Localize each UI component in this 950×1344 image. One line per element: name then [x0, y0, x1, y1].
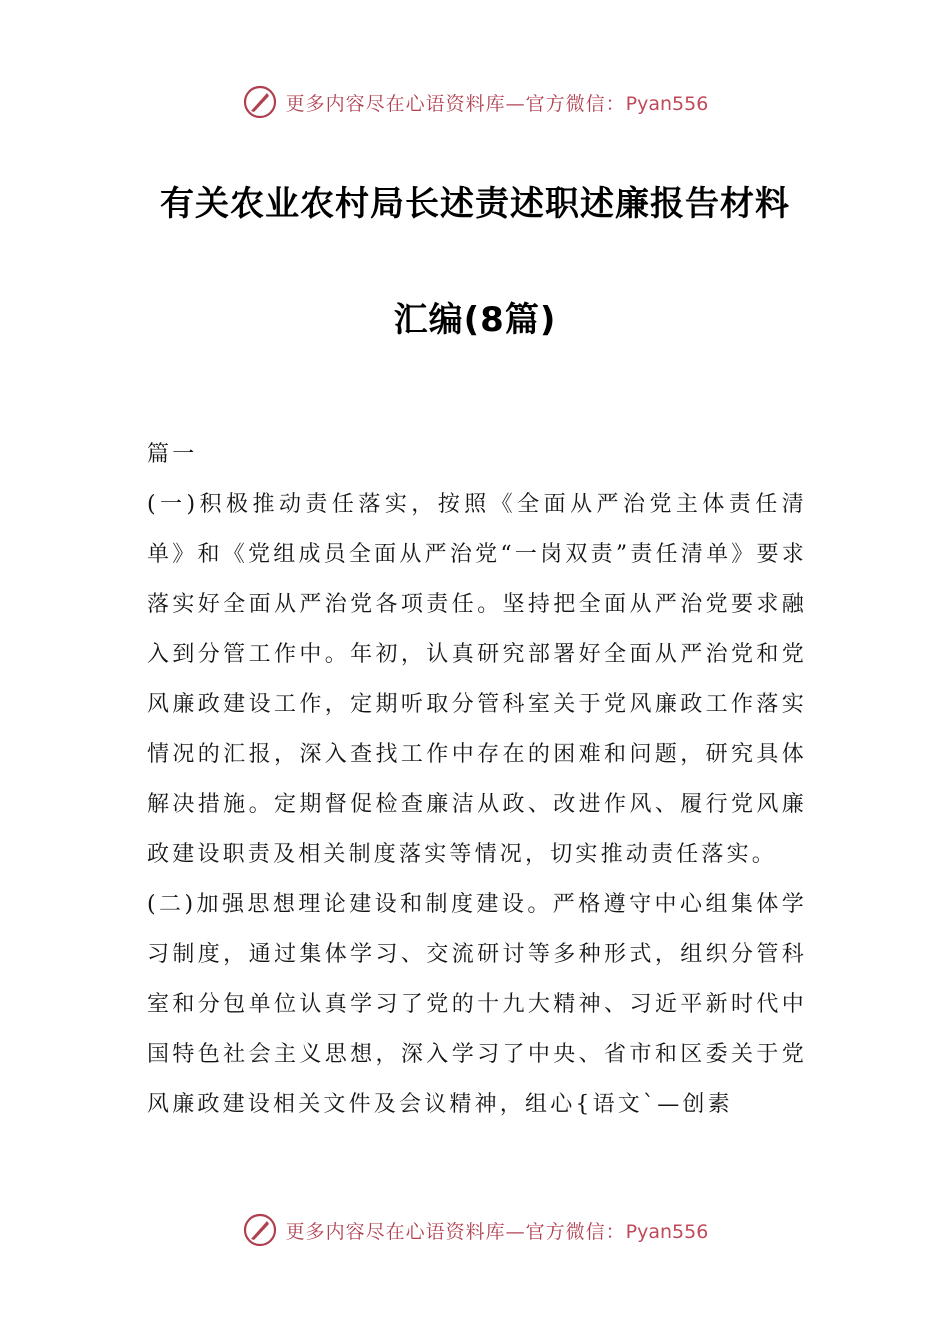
header-watermark-banner: [0, 80, 950, 124]
paragraph-1: (一)积极推动责任落实，按照《全面从严治党主体责任清单》和《党组成员全面从严治党“一岗双责”责任清单》要求落实好全面从严治党各项责任。坚持把全面从严治党要求融入到分管工作中。年初，认真研究部署好全面从严治党和党风廉政建设工作，定期听取分管科室关于党风廉政工作落实情况的汇报，深入查找工作中存在的困难和问题，研究具体解决措施。定期督促检查廉洁从政、改进作风、履行党风廉政建设职责及相关制度落实等情况，切实推动责任落实。: [147, 492, 807, 867]
document-title-line-1: 有关农业农村局长述责述职述廉报告材料: [160, 184, 790, 224]
banner-text: 更多内容尽在心语资料库—官方微信：Pyan556: [285, 92, 709, 115]
paragraph-2: (二)加强思想理论建设和制度建设。严格遵守中心组集体学习制度，通过集体学习、交流研讨等多种形式，组织分管科室和分包单位认真学习了党的十九大精神、习近平新时代中国特色社会主义思想，深入学习了中央、省市和区委关于党风廉政建设相关文件及会议精神，组心{语文`—创素: [147, 892, 807, 1117]
document-body: [147, 430, 807, 1130]
quill-logo-icon: [242, 84, 278, 120]
footer-watermark-banner: [0, 1208, 950, 1252]
wechat-id: Pyan556: [625, 1220, 709, 1243]
quill-logo-icon: [242, 1212, 278, 1248]
document-title-line-2: 汇编(8篇): [393, 300, 557, 340]
wechat-id: Pyan556: [625, 92, 709, 115]
section-heading: 篇一: [147, 442, 198, 467]
banner-text: 更多内容尽在心语资料库—官方微信：Pyan556: [285, 1220, 709, 1243]
